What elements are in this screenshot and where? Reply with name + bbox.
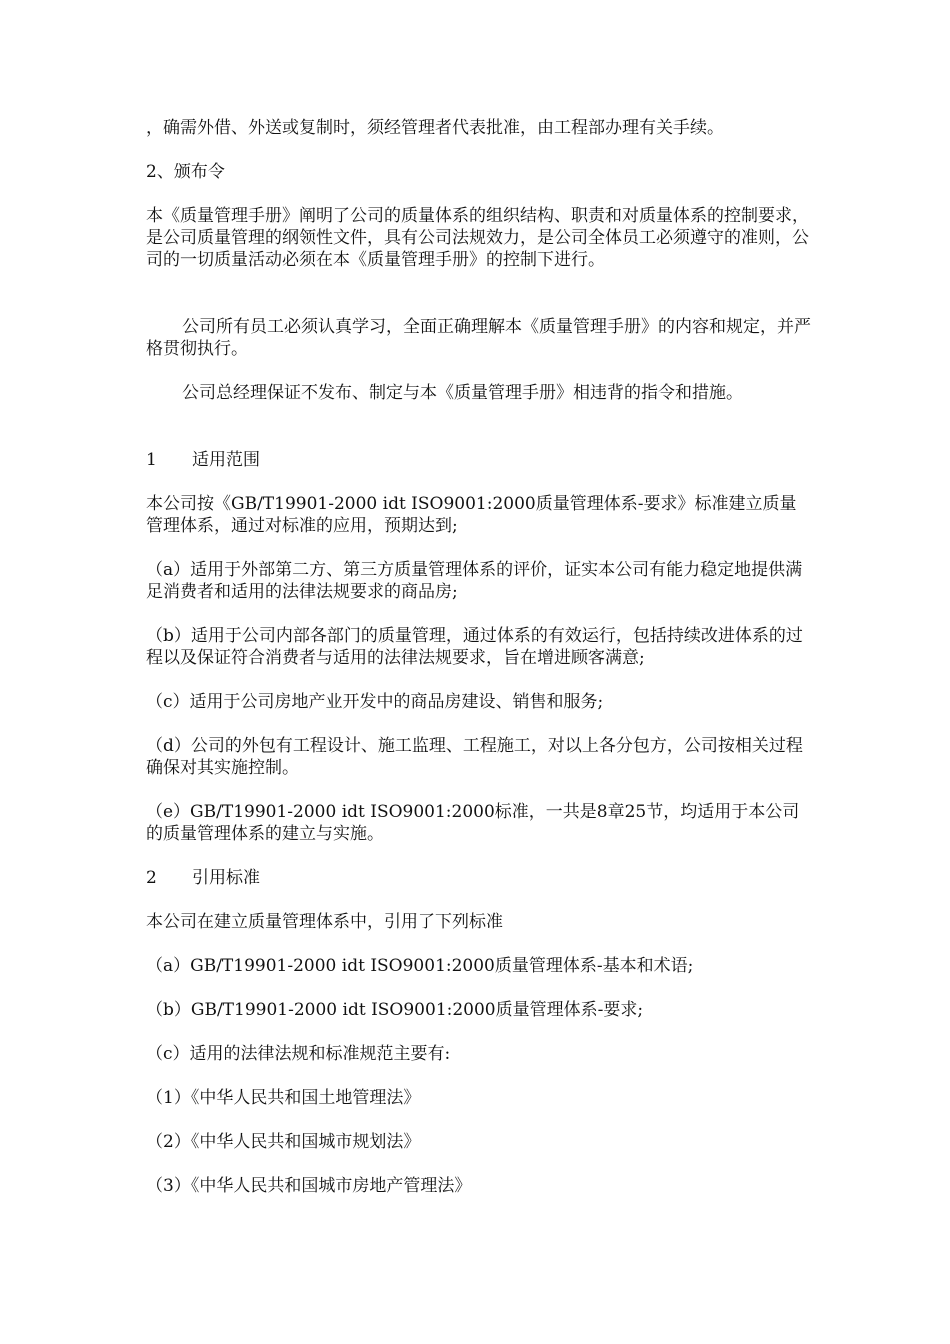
decree-paragraph-3: 公司总经理保证不发布、制定与本《质量管理手册》相违背的指令和措施。 — [182, 383, 743, 403]
section-1-heading — [146, 449, 811, 471]
section-2-intro: 本公司在建立质量管理体系中，引用了下列标准 — [146, 912, 503, 932]
section-2-law-1: （1）《中华人民共和国土地管理法》 — [146, 1088, 421, 1108]
section-2-item-b: （b）GB/T19901-2000 idt ISO9001:2000质量管理体系-要求; — [146, 1000, 644, 1020]
section-1-title: 适用范围 — [192, 450, 260, 470]
section-1-item-e: （e）GB/T19901-2000 idt ISO9001:2000标准，一共是8章25节，均适用于本公司的质量管理体系的建立与实施。 — [146, 802, 800, 844]
section-2-law-3: （3）《中华人民共和国城市房地产管理法》 — [146, 1176, 472, 1196]
section-1-item-d: （d）公司的外包有工程设计、施工监理、工程施工，对以上各分包方，公司按相关过程确保对其实施控制。 — [146, 736, 803, 778]
decree-paragraph-1: 本《质量管理手册》阐明了公司的质量体系的组织结构、职责和对质量体系的控制要求，是公司质量管理的纲领性文件，具有公司法规效力，是公司全体员工必须遵守的准则，公司的一切质量活动必须在本《质量管理手册》的控制下进行。 — [146, 206, 809, 270]
section-2-item-a: （a）GB/T19901-2000 idt ISO9001:2000质量管理体系-基本和术语; — [146, 956, 694, 976]
section-2-heading — [146, 867, 811, 889]
section-2-item-c: （c）适用的法律法规和标准规范主要有: — [146, 1044, 451, 1064]
section-2-title: 引用标准 — [192, 868, 260, 888]
continuation-paragraph: ，确需外借、外送或复制时，须经管理者代表批准，由工程部办理有关手续。 — [146, 118, 724, 138]
section-1-item-a: （a）适用于外部第二方、第三方质量管理体系的评价，证实本公司有能力稳定地提供满足消费者和适用的法律法规要求的商品房; — [146, 560, 803, 602]
decree-heading: 2、颁布令 — [146, 162, 225, 182]
section-1-item-b: （b）适用于公司内部各部门的质量管理，通过体系的有效运行，包括持续改进体系的过程以及保证符合消费者与适用的法律法规要求，旨在增进顾客满意; — [146, 626, 803, 668]
section-2-number: 2 — [146, 868, 157, 888]
section-1-item-c: （c）适用于公司房地产业开发中的商品房建设、销售和服务; — [146, 692, 604, 712]
section-1-intro: 本公司按《GB/T19901-2000 idt ISO9001:2000质量管理体系-要求》标准建立质量管理体系，通过对标准的应用，预期达到; — [146, 494, 797, 536]
section-2-law-2: （2）《中华人民共和国城市规划法》 — [146, 1132, 421, 1152]
section-1-number: 1 — [146, 450, 157, 470]
decree-paragraph-2: 公司所有员工必须认真学习，全面正确理解本《质量管理手册》的内容和规定，并严格贯彻执行。 — [146, 317, 811, 359]
